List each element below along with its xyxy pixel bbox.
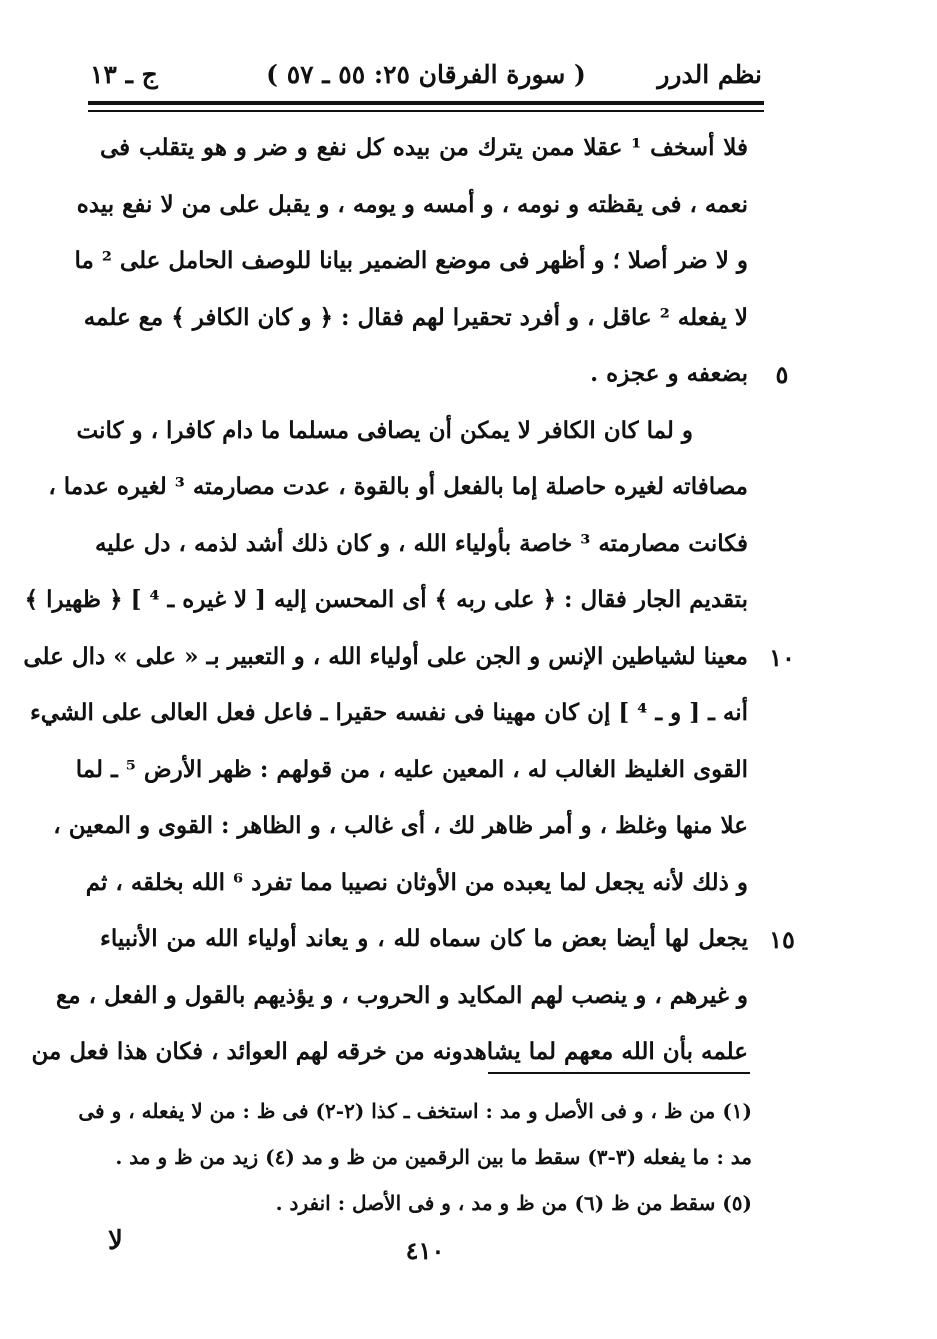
header-rule-thick bbox=[88, 101, 764, 105]
catchword: لا bbox=[108, 1226, 123, 1256]
book-title: نظم الدرر bbox=[657, 60, 762, 89]
text-line: بضعفه و عجزه . bbox=[590, 360, 748, 387]
footnote-separator bbox=[488, 1072, 750, 1074]
text-line: علمه بأن الله معهم لما يشاهدونه من خرقه لهم العوائد ، فكان هذا فعل من bbox=[31, 1038, 748, 1065]
text-line: معينا لشياطين الإنس و الجن على أولياء الله ، و التعبير بـ « على » دال على bbox=[23, 642, 748, 670]
text-line: علا منها وغلظ ، و أمر ظاهر لك ، أى غالب ، و الظاهر : القوى و المعين ، bbox=[53, 812, 748, 839]
running-header bbox=[90, 52, 762, 102]
text-line: يجعل لها أيضا بعض ما كان سماه لله ، و يعاند أولياء الله من الأنبياء bbox=[100, 925, 748, 952]
text-line: و لا ضر أصلا ؛ و أظهر فى موضع الضمير بيانا للوصف الحامل على ² ما bbox=[74, 247, 748, 274]
main-text bbox=[23, 120, 748, 1081]
text-line: و لما كان الكافر لا يمكن أن يصافى مسلما ما دام كافرا ، و كانت bbox=[76, 416, 693, 444]
text-line: فلا أسخف ¹ عقلا ممن يترك من بيده كل نفع و ضر و هو يتقلب فى bbox=[100, 134, 748, 161]
line-number: ٥ bbox=[775, 360, 789, 389]
text-line: نعمه ، فى يقظته و نومه ، و أمسه و يومه ، و يقبل على من لا نفع بيده bbox=[76, 190, 748, 218]
text-line: القوى الغليظ الغالب له ، المعين عليه ، من قولهم : ظهر الأرض ⁵ ـ لما bbox=[75, 755, 748, 783]
header-rule-thin bbox=[88, 110, 764, 112]
text-line: بتقديم الجار فقال : ﴿ على ربه ﴾ أى المحسن إليه [ لا غيره ـ ⁴ ] ﴿ ظهيرا ﴾ bbox=[24, 586, 748, 613]
footnote-line: (٥) سقط من ظ (٦) من ظ و مد ، و فى الأصل : انفرد . bbox=[275, 1191, 752, 1215]
line-number: ١٥ bbox=[769, 925, 795, 954]
text-line: فكانت مصارمته ³ خاصة بأولياء الله ، و كان ذلك أشد لذمه ، دل عليه bbox=[94, 529, 748, 557]
text-line: لا يفعله ² عاقل ، و أفرد تحقيرا لهم فقال : ﴿ و كان الكافر ﴾ مع علمه bbox=[83, 303, 748, 331]
text-line: و ذلك لأنه يجعل لما يعبده من الأوثان نصيبا مما تفرد ⁶ الله بخلقه ، ثم bbox=[85, 868, 748, 896]
surah-reference: ( سورة الفرقان ٢٥: ٥٥ ـ ٥٧ ) bbox=[266, 60, 586, 89]
page-number: ٤١٠ bbox=[405, 1236, 445, 1265]
text-line: مصافاته لغيره حاصلة إما بالفعل أو بالقوة ، عدت مصارمته ³ لغيره عدما ، bbox=[48, 473, 748, 500]
footnotes bbox=[78, 1088, 752, 1226]
line-number: ١٠ bbox=[769, 642, 795, 672]
volume-number: ج ـ ١٣ bbox=[90, 60, 158, 89]
footnote-line: (١) من ظ ، و فى الأصل و مد : استخف ـ كذا (٢-٢) فى ظ : من لا يفعله ، و فى bbox=[78, 1099, 752, 1123]
text-line: و غيرهم ، و ينصب لهم المكايد و الحروب ، و يؤذيهم بالقول و الفعل ، مع bbox=[56, 981, 748, 1009]
footnote-line: مد : ما يفعله (٣-٣) سقط ما بين الرقمين من ظ و مد (٤) زيد من ظ و مد . bbox=[115, 1145, 752, 1169]
text-line: أنه ـ [ و ـ ⁴ ] إن كان مهينا فى نفسه حقيرا ـ فاعل فعل العالى على الشيء bbox=[29, 699, 748, 726]
